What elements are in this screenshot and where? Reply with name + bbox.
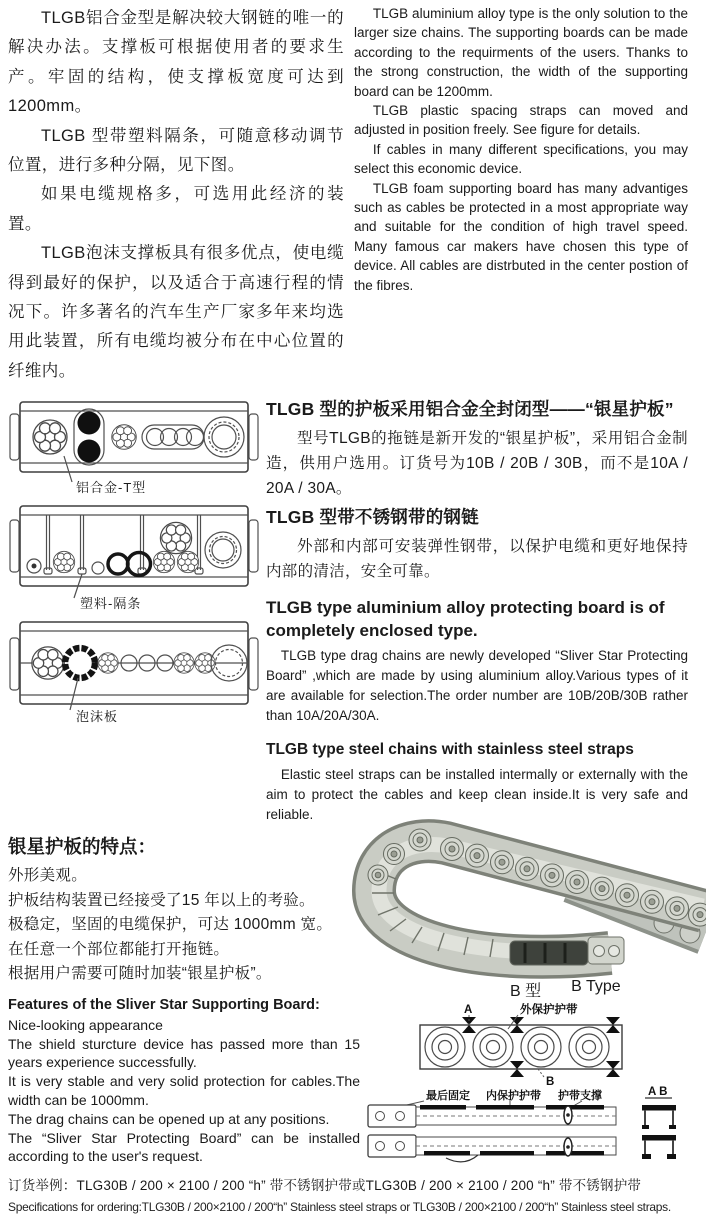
intro-en-paragraph: TLGB plastic spacing straps can moved and adjusted in position freely. See figure for details. [354,101,688,140]
chain-end-bracket [588,937,624,964]
feature-item: 极稳定，坚固的电缆保护，可达 1000mm 宽。 [8,913,360,938]
intro-zh-paragraph: 如果电缆规格多，可选用此经济的装置。 [8,180,344,239]
ordering-specs [8,1174,688,1217]
section-a-view [642,1105,676,1129]
features-english [8,997,360,1166]
intro-zh-paragraph: TLGB泡沫支撑板具有很多优点，使电缆得到最好的保护，以及适合于高速行程的情况下。许多著名的汽车生产厂家多年来均选用此装置，所有电缆均被分布在中心位置的纤维内。 [8,239,344,386]
drag-chain-photo [360,827,706,973]
feature-item: It is very stable and very solid protection for cables.The width can be 1000mm. [8,1072,360,1110]
media-column [360,827,706,1168]
section-body: 外部和内部可安装弹性钢带，以保护电缆和更好地保持内部的清洁，安全可靠。 [266,534,688,584]
feature-item: 在任意一个部位都能打开拖链。 [8,938,360,963]
section-body: TLGB type drag chains are newly developed “Sliver Star Protecting Board” ,which are made by using aluminium alloy.Various types of it are available for selection.The order number are 10B/20B/30B rather than 10A/20A/30A. [266,646,688,726]
intro-section [8,4,688,386]
diagram-label-outer-strap: 外保护护带 [520,1002,578,1016]
ordering-line-en: Specifications for ordering:TLG30B / 200×2100 / 200“h” Stainless steel straps or TLG30B / 200×2100 / 200“h” Stainless steel straps. [8,1197,688,1217]
side-view-2 [368,1135,616,1162]
intro-chinese-column [8,4,344,386]
side-view-1 [368,1105,616,1127]
features-chinese [8,833,360,987]
section-b-view [642,1135,676,1159]
diagram-label-a: A [464,1004,472,1016]
figure-label-foam-board: 泡沫板 [76,709,118,724]
feature-item: 根据用户需要可随时加装“银星护板”。 [8,962,360,987]
section-heading-en-steel-straps: TLGB type steel chains with stainless steel straps [266,738,688,761]
cross-section-figure-plastic-spacers [8,500,260,618]
photo-caption-en: B Type [571,978,621,1001]
photo-caption [510,978,706,1001]
intro-zh-paragraph: TLGB铝合金型是解决较大钢链的唯一的解决办法。支撑板可根据使用者的要求生产。牢固的结构，使支撑板宽度可达到 1200mm。 [8,4,344,122]
diagram-label-final-fix: 最后固定 [426,1088,470,1102]
feature-item: The shield sturcture device has passed more than 15 years experience successfully. [8,1035,360,1073]
feature-item: 外形美观。 [8,864,360,889]
intro-en-paragraph: TLGB foam supporting board has many advantiges such as cables be protected in a most appropriate way and suitable for the condition of high travel speed. Many famous car makers have chosen this type of device. All cables are distrbuted in the center postion of the fibres. [354,179,688,295]
cross-section-figure-t-type [8,394,260,500]
section-heading-zh-steel-straps: TLGB 型带不锈钢带的钢链 [266,504,688,529]
intro-english-column [354,4,688,386]
top-view [420,1017,622,1077]
intro-en-paragraph: TLGB aluminium alloy type is the only solution to the larger size chains. The supporting boards can be made according to the requirments of the users. Thanks to the strong construction, the width of the supporting board can be 1200mm. [354,4,688,101]
diagram-label-ab: A B [648,1086,667,1098]
figure-label-t-type: 铝合金-T型 [76,480,146,495]
strap-clamps [462,1017,620,1077]
chain-underside-opening [510,941,588,965]
feature-item: Nice-looking appearance [8,1016,360,1035]
features-zh-heading: 银星护板的特点： [8,833,360,859]
section-body: 型号TLGB的拖链是新开发的“银星护板”，采用铝合金制造，供用户选用。订货号为10B / 20B / 30B，而不是10A / 20A / 30A。 [266,426,688,501]
photo-caption-zh: B 型 [510,978,541,1001]
section-heading-en-protecting-board: TLGB type aluminium alloy protecting board is of completely enclosed type. [266,596,688,642]
diagram-label-b: B [546,1076,554,1088]
cross-section-figures [8,394,260,825]
strap-technical-diagram [360,1003,706,1163]
features-column [8,827,360,1168]
diagram-label-inner-strap: 内保护护带 [486,1088,541,1102]
section-body: Elastic steel straps can be installed intermally or externally with the aim to protect the cables and keep clean inside.It is very safe and reliable. [266,765,688,825]
ordering-line-zh: 订货举例：TLG30B / 200 × 2100 / 200 “h” 带不锈钢护带或TLG30B / 200 × 2100 / 200 “h” 带不锈钢护带 [8,1174,688,1197]
feature-item: 护板结构装置已经接受了15 年以上的考验。 [8,889,360,914]
intro-zh-paragraph: TLGB 型带塑料隔条，可随意移动调节位置，进行多种分隔，见下图。 [8,122,344,181]
feature-item: The “Sliver Star Protecting Board” can be installed according to the user's request. [8,1129,360,1167]
section-heading-zh-protecting-board: TLGB 型的护板采用铝合金全封闭型——“银星护板” [266,396,688,421]
features-en-heading: Features of the Sliver Star Supporting Board: [8,997,360,1013]
figure-label-plastic-spacers: 塑料-隔条 [80,596,141,611]
feature-item: The drag chains can be opened up at any positions. [8,1110,360,1129]
intro-en-paragraph: If cables in many different specifications, you may select this economic device. [354,140,688,179]
cross-section-figure-foam-board [8,618,260,732]
diagram-label-strap-support: 护带支撑 [558,1088,603,1102]
product-sections [266,394,688,825]
